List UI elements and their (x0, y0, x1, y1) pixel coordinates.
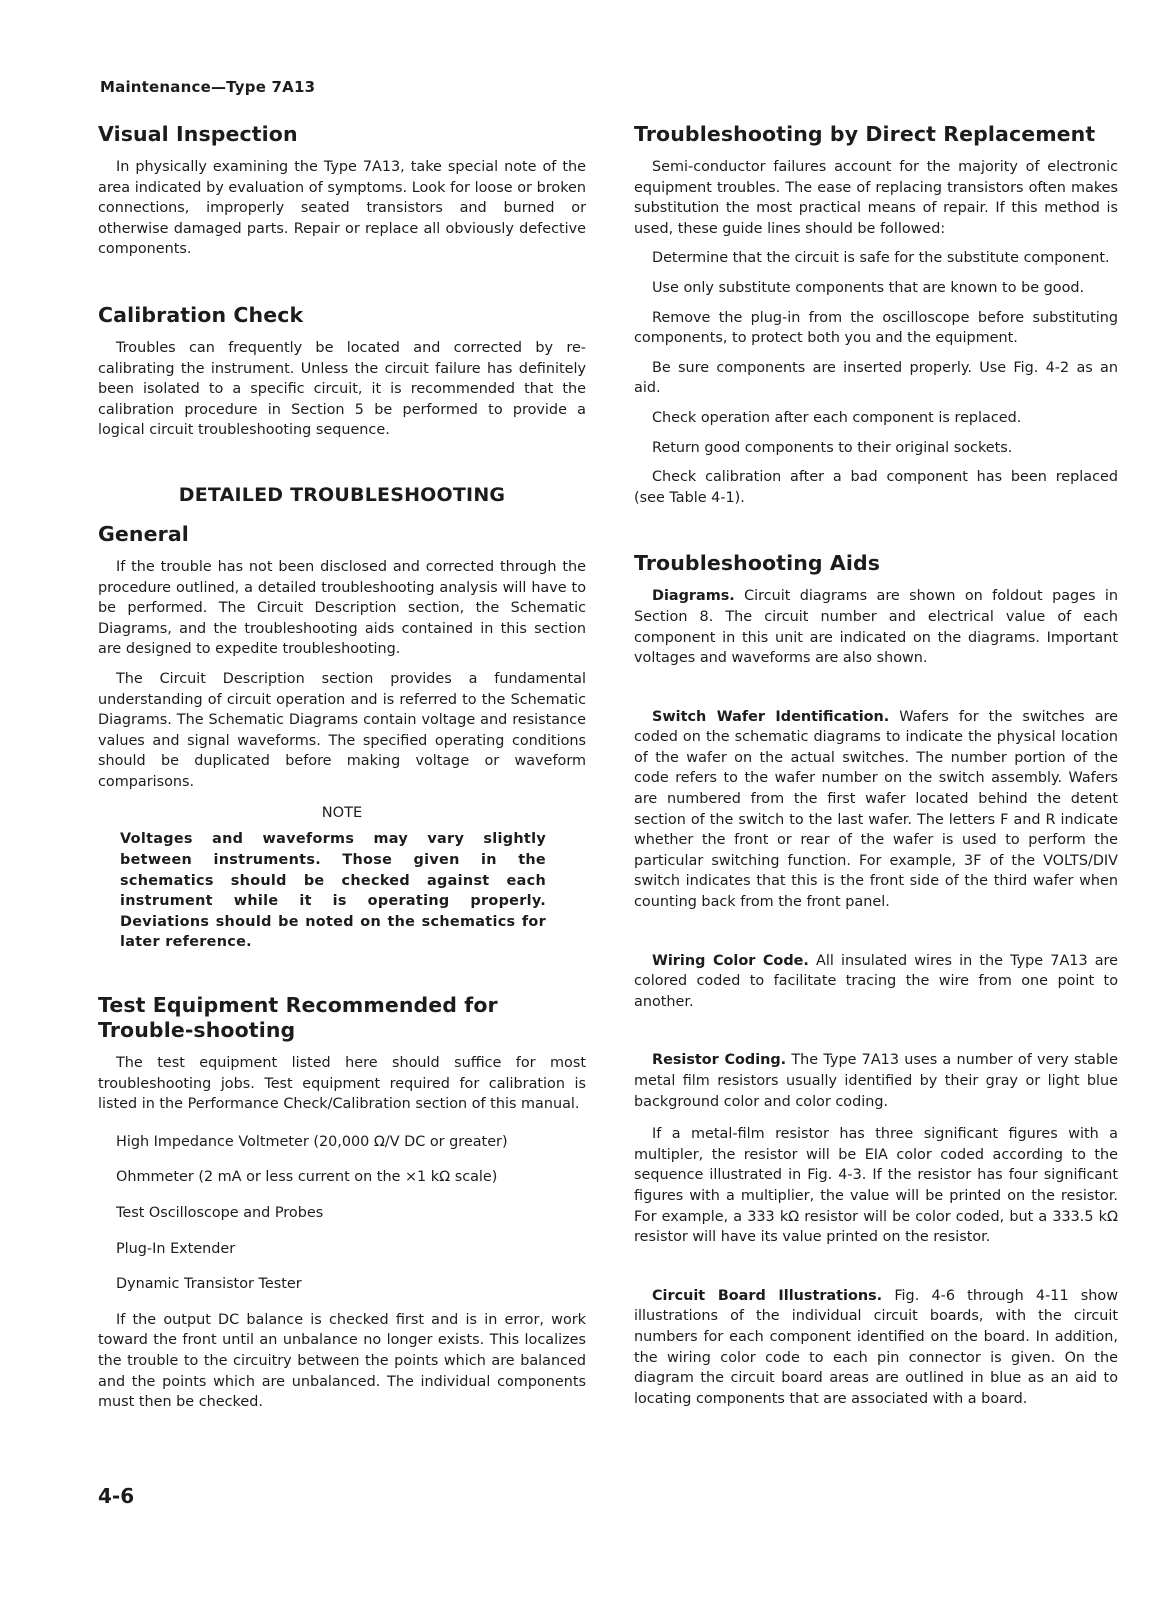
left-column (98, 122, 586, 1422)
calibration-check-heading: Calibration Check (98, 302, 304, 327)
test-equipment-paragraph: The test equipment listed here should suffice for most troubleshooting jobs. Test equipment required for calibration is listed in the Performance Check/Calibration section of this manual. (98, 1055, 586, 1113)
guideline-item: Check operation after each component is replaced. (652, 409, 1022, 426)
guideline-item: Return good components to their original sockets. (652, 439, 1013, 456)
resistor-coding-paragraph (634, 1050, 1118, 1112)
guideline-item: Be sure components are inserted properly. Use Fig. 4-2 as an aid. (634, 359, 1118, 397)
wiring-color-text: All insulated wires in the Type 7A13 are colored coded to facilitate tracing the wire from one point to another. (634, 952, 1118, 1010)
running-head: Maintenance—Type 7A13 (100, 78, 316, 96)
guideline-item: Use only substitute components that are known to be good. (652, 279, 1085, 296)
switch-wafer-text: Wafers for the switches are coded on the schematic diagrams to indicate the physical location of the wafer on the actual switches. The number portion of the code refers to the wafer number on the switch assembly. Wafers are numbered from the first wafer located behind the detent section of the switch to the last wafer. The letters F and R indicate whether the front or rear of the wafer is used to perform the particular switching function. For example, 3F of the VOLTS/DIV switch indicates that this is the front side of the third wafer when counting back from the front panel. (634, 708, 1118, 911)
circuit-board-text: Fig. 4-6 through 4-11 show illustrations of the individual circuit boards, with the circuit numbers for each component identified on the board. In addition, the wiring color code to each pin connector is given. On the diagram the circuit board areas are outlined in blue as an aid to locating components that are associated with a board. (634, 1287, 1118, 1407)
diagrams-paragraph (634, 586, 1118, 668)
page-number: 4-6 (98, 1484, 135, 1508)
detailed-troubleshooting-heading: DETAILED TROUBLESHOOTING (178, 483, 506, 506)
wiring-color-paragraph (634, 951, 1118, 1013)
visual-inspection-paragraph: In physically examining the Type 7A13, take special note of the area indicated by evaluation of symptoms. Look for loose or broken connections, improperly seated transistors and burned or otherwise damaged parts. Repair or replace all obviously defective components. (98, 159, 586, 258)
direct-replacement-paragraph: Semi-conductor failures account for the majority of electronic equipment troubles. The ease of replacing transistors often makes substitution the most practical means of repair. If this method is used, these guide lines should be followed: (634, 159, 1118, 237)
general-paragraph-1: If the trouble has not been disclosed and corrected through the procedure outlined, a detailed troubleshooting analysis will have to be performed. The Circuit Description section, the Schematic Diagrams, and the troubleshooting aids contained in this section are designed to expedite troubleshooting. (98, 558, 586, 658)
direct-replacement-heading: Troubleshooting by Direct Replacement (634, 122, 1096, 146)
equipment-item-extender: Plug-In Extender (116, 1240, 236, 1257)
circuit-board-lead: Circuit Board Illustrations. (652, 1287, 883, 1304)
right-column (634, 122, 1118, 1421)
resistor-coding-text: The Type 7A13 uses a number of very stable metal film resistors usually identified by their gray or light blue background color and color coding. (634, 1052, 1118, 1110)
resistor-coding-lead: Resistor Coding. (652, 1052, 787, 1069)
equipment-item-ohmmeter: Ohmmeter (2 mA or less current on the ×1 kΩ scale) (116, 1169, 498, 1186)
equipment-item-transistor-tester: Dynamic Transistor Tester (116, 1276, 302, 1293)
wiring-color-lead: Wiring Color Code. (652, 952, 809, 969)
guideline-item: Check calibration after a bad component has been replaced (see Table 4-1). (634, 469, 1118, 506)
calibration-check-paragraph: Troubles can frequently be located and corrected by re-calibrating the instrument. Unless the circuit failure has definitely been isolated to a specific circuit, it is recommended that the calibration procedure in Section 5 be performed to provide a logical circuit troubleshooting sequence. (98, 339, 586, 439)
equipment-item-voltmeter: High Impedance Voltmeter (20,000 Ω/V DC or greater) (116, 1133, 508, 1150)
guideline-item: Determine that the circuit is safe for the substitute component. (652, 250, 1110, 267)
note-heading: NOTE (321, 804, 363, 822)
note-body: Voltages and waveforms may vary slightly between instruments. Those given in the schematics should be checked against each instrument while it is operating properly. Deviations should be noted on the schematics for later reference. (120, 831, 546, 951)
troubleshooting-aids-heading: Troubleshooting Aids (634, 551, 881, 576)
general-heading: General (98, 521, 189, 546)
general-paragraph-2: The Circuit Description section provides a fundamental understanding of circuit operation and is referred to the Schematic Diagrams. The Schematic Diagrams contain voltage and resistance values and signal waveforms. The specified operating conditions should be duplicated before making voltage or waveform comparisons. (98, 670, 586, 790)
resistor-coding-paragraph-2: If a metal-film resistor has three significant figures with a multipler, the resistor will be EIA color coded according to the sequence illustrated in Fig. 4-3. If the resistor has four significant figures with a multiplier, the value will be printed on the resistor. For example, a 333 kΩ resistor will be color coded, but a 333.5 kΩ resistor will have its value printed on the resistor. (634, 1126, 1118, 1246)
test-equipment-heading: Test Equipment Recommended for Trouble-shooting (98, 993, 498, 1043)
visual-inspection-heading: Visual Inspection (98, 122, 298, 146)
dc-balance-paragraph: If the output DC balance is checked first and is in error, work toward the front until an unbalance no longer exists. This localizes the trouble to the circuitry between the points which are balanced and the points which are unbalanced. The individual components must then be checked. (98, 1311, 586, 1411)
equipment-item-oscilloscope: Test Oscilloscope and Probes (116, 1205, 324, 1221)
switch-wafer-lead: Switch Wafer Identification. (652, 708, 890, 725)
circuit-board-paragraph (634, 1286, 1118, 1410)
diagrams-text: Circuit diagrams are shown on foldout pages in Section 8. The circuit number and electrical value of each component in this unit are indicated on the diagrams. Important voltages and waveforms are also shown. (634, 588, 1118, 667)
guideline-item: Remove the plug-in from the oscilloscope before substituting components, to protect both you and the equipment. (634, 309, 1118, 347)
switch-wafer-paragraph (634, 707, 1118, 913)
diagrams-lead: Diagrams. (652, 588, 735, 605)
